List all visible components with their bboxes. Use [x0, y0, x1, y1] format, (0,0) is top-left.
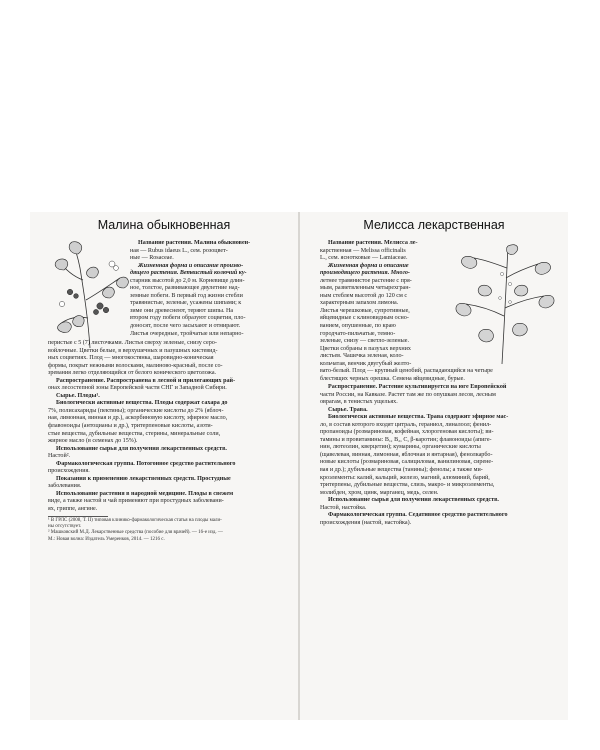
page-left	[30, 212, 298, 720]
melissa-illustration	[452, 238, 558, 366]
book-spread	[0, 212, 600, 720]
right-head-text: Название растения. Мелисса ле- карственная — Melissa officinalis L., сем. яснотковые — Lamiaceae. Жизненная форма и описание производящего растения. Много- летнее травянистое растение с пря- мым, разветвленным четырехгран- ным стеблем высотой до 120 см с характерным запахом лимона. Листья черешковые, супротивные, яйцевидные с клиновидным осно- ванием, опушенные, по краю городчато-пильчатые, темно- зеленые, снизу — светло-зеленые. Цветки собраны в пазухах верхних листьев. Чашечка зеленая, коло- кольчатая, венчик двугубый желто-	[320, 240, 418, 367]
right-body-text: Распространение. Растение культивируется на юге Европейской части России, на Кавказе. Растет там же по опушкам лесов, лесным оврагам, в тенистых ущельях. Сырье. Трава. Биологически активные вещества. Трава содержит эфирное мас- ло, в состав которого входят цитраль, гераниол, линалоол; фенил- пропаноиды (розмариновая, кофейная, хлорогеновая кислоты); ви- тамины и провитамины: B₁, B₂, C, β-каротин; флавоноиды (апиге- нин, лютеолин, кверцетин); кумарины, органические кислоты (щавелевая, винная, лимонная, яблочная и янтарная), фенолкарбо- новые кислоты (розмариновая, салициловая, ванилиновая, сирене- вая и др.); дубильные вещества (танины); фенолы; а также ми- кроэлементы: калий, кальций, железо, магний, алюминий, барий, тритерпены, дубильные вещества, слизь, макро- и микроэлементы, молибден, хром, цинк, марганец, медь, селен. Использование сырья для получения лекарственных средств. Настой, настойка. Фармакологическая группа. Седативное средство растительного происхождения (настой, настойка).	[320, 384, 509, 526]
left-head-text: Название растения. Малина обыкновен- ная — Rubus idaeus L., сем. розоцвет- ные — Rosaceae. Жизненная форма и описание произво- дящего растения. Ветвистый колючий ку- старник высотой до 2,0 м. Корневище длин- ное, толстое, развивающее двулетние над- земные побеги. В первый год жизни стебли травянистые, зеленые, усажены шипами; к зиме они древеснеют, теряют шипы. На втором году побеги образуют соцветия, пло- доносят, после чего засыхают и отмирают. Листья очередные, тройчатые или непарно-	[130, 240, 251, 337]
left-body-text: перистые с 5 (7) листочками. Листья сверху зеленые, снизу серо- войлочные. Цветки белые, в верхушечных и пазушных кистевид- ных соцветиях. Плод — многокостянка, шаровидно-коническая формы, покрыт нежными волосками, малиново-красный, после со- зревания легко отделяющийся от белого конического цветоложа. Распространение. Распространена в лесной и прилегающих рай- онах лесостепной зоны Европейской части СНГ и Западной Сибири. Сырье. Плоды¹. Биологически активные вещества. Плоды содержат сахара до 7%, полисахариды (пектины); органические кислоты до 2% (яблоч- ная, лимонная, винная и др.), аскорбиновую кислоту, эфирное масло, флавоноиды (антоцианы и др.), тритерпеновые кислоты, азоти- стые вещества, дубильные вещества, стерины, минеральные соли, жирное масло (в семенах до 15%). Использование сырья для получения лекарственных средств. Настой². Фармакологическая группа. Потогонное средство растительного происхождения. Показания к применению лекарственных средств. Простудные заболевания. Использование растения в народной медицине. Плоды в свежем виде, а также настой и чай применяют при простудных заболевани- ях, гриппе, ангине.	[48, 340, 236, 513]
page-title-left: Малина обыкновенная	[97, 218, 231, 232]
page-title-right: Мелисса лекарственная	[363, 218, 505, 232]
book-gutter	[298, 212, 300, 720]
footnote-rule	[48, 516, 108, 517]
right-head-tail: вато-белый. Плод — крупный ценобий, распадающийся на четыре блестящих черных орешка. Семена яйцевидные, бурые.	[320, 368, 493, 382]
left-footnotes: ¹ В ГРЛС (2008, Т. II) типовая клинико-фармакологическая статья на плоды мали- ны отсутствует. ² Машковский М.Д. Лекарственные средства (пособие для врачей). — 16-е изд. — М.: Новая волна: Издатель Умеренков, 2014. — 1216 с.	[48, 518, 223, 542]
page-right	[300, 212, 568, 720]
raspberry-illustration	[50, 238, 132, 350]
